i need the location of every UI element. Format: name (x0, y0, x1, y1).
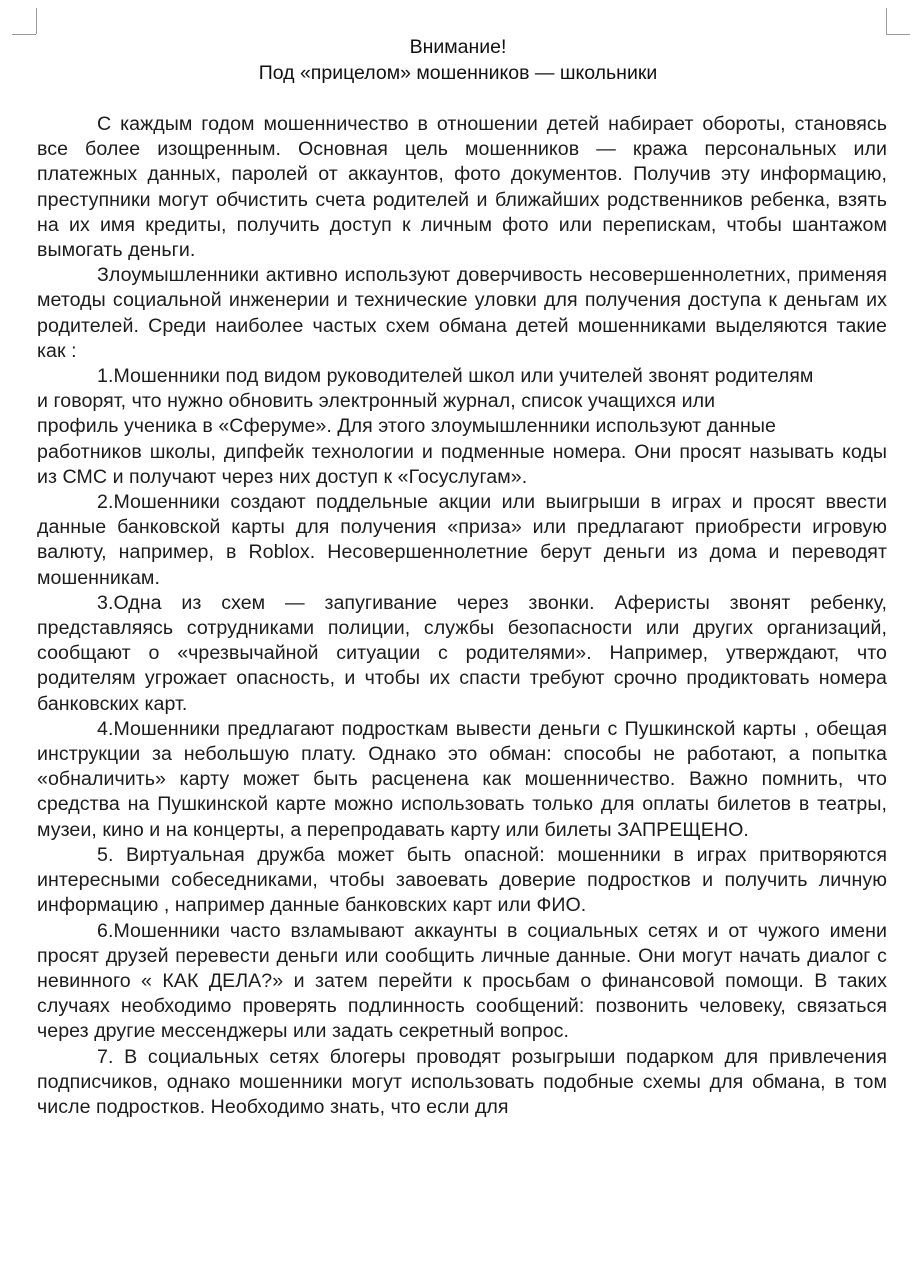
list-item-3: 3.Одна из схем — запугивание через звонки. Аферисты звонят ребенку, представляясь сотрудниками полиции, службы безопасности или других организаций, сообщают о «чрезвычайной ситуации с родителями». Например, утверждают, что родителям угрожает опасность, и чтобы их спасти требуют срочно продиктовать номера банковских карт. (37, 591, 887, 715)
paragraph-intro: С каждым годом мошенничество в отношении детей набирает обороты, становясь все более изощренным. Основная цель мошенников — кража персональных или платежных данных, паролей от аккаунтов, фото документов. Получив эту информацию, преступники могут обчистить счета родителей и ближайших родственников ребенка, взять на их имя кредиты, получить доступ к личным фото или перепискам, чтобы шантажом вымогать деньги. (37, 113, 887, 262)
crop-mark-top-left (36, 8, 37, 34)
document-header (0, 34, 916, 86)
paragraph-schemes-intro: Злоумышленники активно используют доверчивость несовершеннолетних, применяя методы социальной инженерии и технические уловки для получения доступа к деньгам их родителей. Среди наиболее частых схем обмана детей мошенниками выделяются такие как : (37, 264, 887, 362)
crop-mark-top-right (886, 8, 887, 34)
list-item-1-line: работников школы, дипфейк технологии и подменные номера. Они просят называть коды из СМС и получают через них доступ к «Госуслугам». (37, 440, 887, 488)
list-item-5: 5. Виртуальная дружба может быть опасной: мошенники в играх притворяются интересными собеседниками, чтобы завоевать доверие подростков и получить личную информацию , например данные банковских карт или ФИО. (37, 843, 887, 917)
list-item-2: 2.Мошенники создают поддельные акции или выигрыши в играх и просят ввести данные банковской карты для получения «приза» или предлагают приобрести игровую валюту, например, в Roblox. Несовершеннолетние берут деньги из дома и переводят мошенникам. (37, 491, 887, 589)
list-item-4: 4.Мошенники предлагают подросткам вывести деньги с Пушкинской карты , обещая инструкции за небольшую плату. Однако это обман: способы не работают, а попытка «обналичить» карту может быть расценена как мошенничество. Важно помнить, что средства на Пушкинской карте можно использовать только для оплаты билетов в театры, музеи, кино и на концерты, а перепродавать карту или билеты ЗАПРЕЩЕНО. (37, 717, 887, 841)
document-body (37, 112, 887, 1120)
heading-subtitle: Под «прицелом» мошенников — школьники (258, 62, 658, 84)
heading-attention: Внимание! (409, 36, 507, 58)
list-item-7: 7. В социальных сетях блогеры проводят розыгрыши подарком для привлечения подписчиков, однако мошенники могут использовать подобные схемы для обмана, в том числе подростков. Необходимо знать, что если для (37, 1045, 887, 1118)
list-item-1-line: профиль ученика в «Сферуме». Для этого злоумышленники используют данные (37, 415, 776, 438)
list-item-6: 6.Мошенники часто взламывают аккаунты в социальных сетях и от чужого имени просят друзей перевести деньги или сообщить личные данные. Они могут начать диалог с невинного « КАК ДЕЛА?» и затем перейти к просьбам о финансовой помощи. В таких случаях необходимо проверять подлинность сообщений: позвонить человеку, связаться через другие мессенджеры или задать секретный вопрос. (37, 919, 887, 1043)
list-item-1-line: и говорят, что нужно обновить электронный журнал, список учащихся или (37, 390, 716, 413)
list-item-1: 1.Мошенники под видом руководителей школ или учителей звонят родителям (97, 365, 814, 388)
